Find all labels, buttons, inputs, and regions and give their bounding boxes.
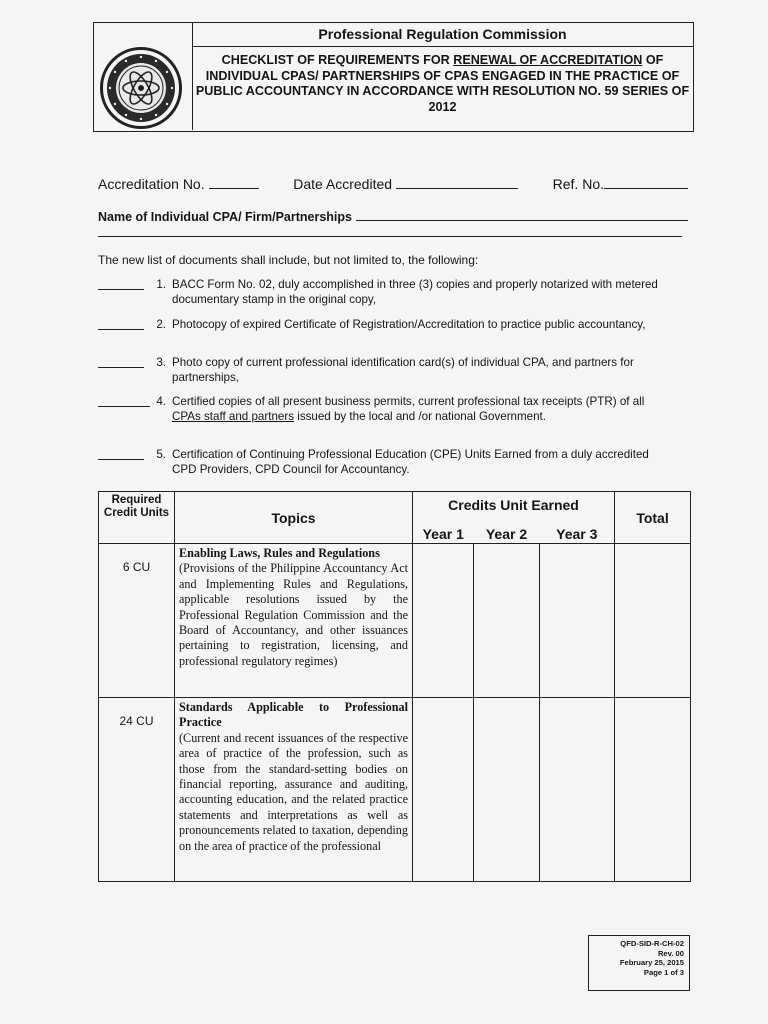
topic-title: Standards Applicable to Professional Practice: [179, 700, 408, 730]
name-label: Name of Individual CPA/ Firm/Partnerships: [98, 210, 352, 224]
item-text: [172, 395, 658, 424]
item-text-underlined: CPAs staff and partners: [172, 409, 295, 423]
checklist-item: [98, 395, 658, 424]
item-text: BACC Form No. 02, duly accomplished in three (3) copies and properly notarized with metered documentary stamp in the original copy,: [172, 278, 658, 306]
prc-seal-icon: [100, 47, 182, 129]
year-3-cell[interactable]: [540, 544, 615, 698]
checklist-item: [98, 278, 658, 307]
topic-cell: [175, 544, 413, 698]
name-blank[interactable]: [356, 208, 688, 221]
document-title: [192, 53, 693, 115]
year-2-cell[interactable]: [474, 544, 540, 698]
required-units-cell: 6 CU: [99, 544, 175, 698]
doc-date: February 25, 2015: [619, 958, 684, 967]
header-year-2: Year 2: [474, 518, 540, 544]
total-cell[interactable]: [615, 698, 691, 882]
document-control-box: [588, 935, 690, 991]
item-text-b: issued by the local and /or national Government.: [294, 409, 547, 423]
item-number: 5.: [156, 448, 166, 461]
checklist-item: [98, 318, 658, 333]
item-number: 3.: [156, 356, 166, 369]
name-field: [98, 208, 688, 224]
total-cell[interactable]: [615, 544, 691, 698]
year-2-cell[interactable]: [474, 698, 540, 882]
doc-page: Page 1 of 3: [643, 967, 684, 977]
checkbox-blank[interactable]: [98, 278, 144, 290]
organization-name: Professional Regulation Commission: [192, 23, 693, 47]
item-text: Photocopy of expired Certificate of Registration/Accreditation to practice public accountancy,: [172, 318, 646, 331]
table-row: [99, 698, 691, 882]
accreditation-fields: [98, 176, 688, 192]
cpe-credits-table: [98, 491, 691, 882]
seal-cell: [94, 23, 193, 130]
ref-field: [553, 176, 688, 192]
ref-blank[interactable]: [604, 176, 688, 189]
header-year-3: Year 3: [540, 518, 615, 544]
header-credits-earned: Credits Unit Earned: [413, 492, 615, 519]
item-text: Photo copy of current professional identification card(s) of individual CPA, and partners for partnerships,: [172, 356, 634, 384]
item-text-a: Certified copies of all present business permits, current professional tax receipts (PTR) of all: [172, 395, 645, 408]
year-1-cell[interactable]: [413, 698, 474, 882]
topic-title: Enabling Laws, Rules and Regulations: [179, 546, 380, 560]
title-part-1: CHECKLIST OF REQUIREMENTS FOR: [221, 53, 454, 67]
date-label: Date Accredited: [293, 176, 393, 192]
item-number: 1.: [156, 278, 166, 291]
header-box: [93, 22, 694, 132]
checklist-item: [98, 448, 658, 477]
date-field: [293, 176, 518, 192]
item-text: Certification of Continuing Professional Education (CPE) Units Earned from a duly accredited CPD Providers, CPD Council for Accountancy.: [172, 448, 649, 476]
topic-cell: [175, 698, 413, 882]
accreditation-field: [98, 176, 259, 192]
checkbox-blank[interactable]: [98, 318, 144, 330]
topic-description: (Provisions of the Philippine Accountancy Act and Implementing Rules and Regulations, applicable resolutions issued by the Professional Regulation Commission and the Board of Accountancy, and other issuances pertaining to registration, licensing, and professional regulatory regimes): [179, 561, 408, 668]
item-number: 4.: [156, 395, 166, 408]
checkbox-blank[interactable]: [98, 448, 144, 460]
header-topics: Topics: [175, 492, 413, 544]
checklist-item: [98, 356, 658, 385]
item-number: 2.: [156, 318, 166, 331]
header-total: Total: [615, 492, 691, 544]
doc-revision: Rev. 00: [657, 948, 684, 958]
accreditation-blank[interactable]: [209, 176, 259, 189]
topic-description: (Current and recent issuances of the respective area of practice of the profession, such as those from the standard-setting bodies on financial reporting, assurance and auditing, accounting education, and the related practice statements and interpretations as well as pronouncements related to taxation, depending on the area of practice of the professional: [179, 730, 408, 853]
header-year-1: Year 1: [413, 518, 474, 544]
accreditation-label: Accreditation No.: [98, 176, 205, 192]
name-continuation-line[interactable]: [98, 236, 682, 237]
title-underlined: RENEWAL OF ACCREDITATION: [453, 53, 643, 67]
table-row: [99, 544, 691, 698]
title-part-2: OF INDIVIDUAL CPAS/ PARTNERSHIPS OF CPAS ENGAGED IN THE PRACTICE OF PUBLIC ACCOUNTANCY IN ACCORDANCE WITH RESOLUTION NO. 59 SERIES OF 2012: [195, 53, 690, 114]
required-units-cell: 24 CU: [99, 698, 175, 882]
checkbox-blank[interactable]: [98, 395, 150, 407]
intro-text: The new list of documents shall include, but not limited to, the following:: [98, 253, 479, 267]
header-required-units: Required Credit Units: [99, 492, 175, 544]
checkbox-blank[interactable]: [98, 356, 144, 368]
year-1-cell[interactable]: [413, 544, 474, 698]
doc-code: QFD-SID-R-CH-02: [620, 939, 684, 948]
ref-label: Ref. No.: [552, 176, 604, 192]
date-blank[interactable]: [396, 176, 518, 189]
year-3-cell[interactable]: [540, 698, 615, 882]
